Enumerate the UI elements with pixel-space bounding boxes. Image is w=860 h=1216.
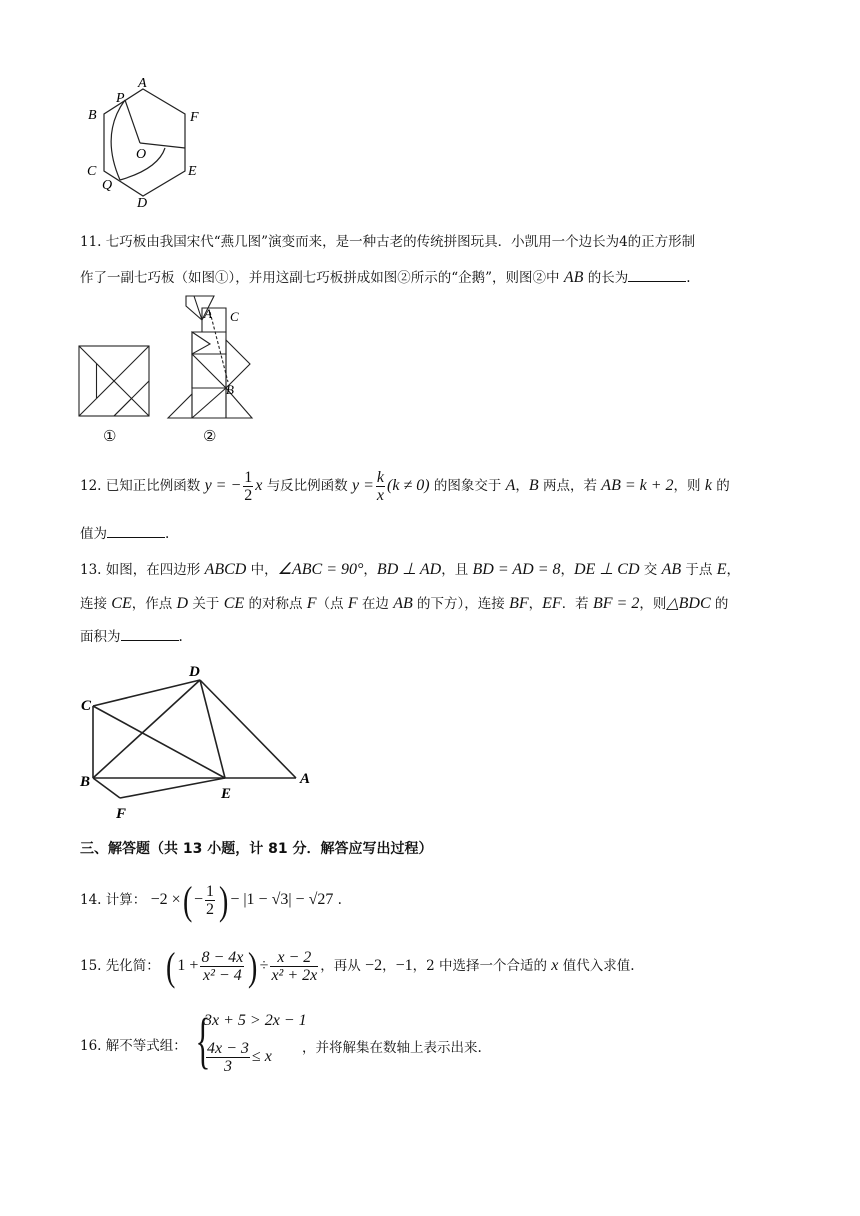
q13-fig-label-F: F — [116, 806, 127, 822]
q13-math: DE ⊥ CD — [574, 561, 640, 578]
label-A: A — [138, 76, 147, 91]
q13-number: 13. — [80, 562, 102, 578]
q15-fraction-2 — [270, 949, 318, 984]
label-P: P — [116, 91, 125, 106]
q16-brace: { — [195, 1007, 211, 1075]
q16-inequality-2 — [204, 1040, 272, 1075]
fig2-label-B: B — [226, 382, 234, 397]
q13-text: 在边 — [357, 596, 394, 612]
q15-fraction-1 — [200, 949, 244, 984]
label-Q: Q — [102, 178, 113, 193]
q13-fig-label-D: D — [189, 664, 200, 680]
q13-math: BD ⊥ AD — [376, 561, 442, 578]
q12-answer-blank[interactable] — [107, 523, 165, 538]
q13-text: 于点 — [681, 562, 717, 578]
q14-fraction-half — [205, 883, 215, 918]
q15-lead: 先化简： — [105, 958, 160, 974]
q11-line2 — [80, 267, 691, 288]
q14-num: 1 — [205, 883, 214, 900]
q12-comma: ， — [515, 478, 529, 494]
q11-period: . — [686, 270, 691, 286]
tangram-figure-1 — [78, 345, 152, 419]
q16-label — [80, 1036, 187, 1056]
q16-lead: 解不等式组： — [105, 1038, 187, 1054]
fig2-label-A: A — [204, 306, 212, 321]
q13-fig-label-E: E — [221, 786, 232, 802]
q13-math: EF — [542, 595, 562, 612]
q12-line1 — [80, 460, 730, 512]
q13-math: ABCD — [204, 561, 247, 578]
q13-math: BF — [509, 595, 529, 612]
q11-text1: 七巧板由我国宋代“燕几图”演变而来，是一种古老的传统拼图玩具．小凯用一个边长为4的正方形制 — [105, 234, 696, 250]
q12-f1-x: x — [255, 477, 263, 494]
q12-text2: 与反比例函数 — [266, 478, 348, 494]
label-O: O — [136, 147, 147, 162]
q13-text: ，则 — [639, 596, 667, 612]
q14-neg: − — [193, 891, 203, 908]
q12-text5: ，则 — [673, 478, 701, 494]
tangram-figure-2 — [166, 292, 258, 422]
q14-lead: 计算： — [105, 892, 147, 908]
q13-text: ， — [726, 562, 741, 578]
q12-text3: 的图象交于 — [433, 478, 502, 494]
q12-period: . — [165, 526, 170, 542]
q13-math: D — [176, 595, 189, 612]
q13-text: 连接 — [80, 596, 112, 612]
q12-eq: AB = k + 2 — [601, 477, 674, 494]
q12-f1-lhs: y = − — [204, 477, 242, 494]
q15-f2-num: x − 2 — [277, 949, 312, 966]
q11-text2a: 作了一副七巧板（如图①），并用这副七巧板拼成如图②所示的“企鹅”，则图②中 — [80, 270, 560, 286]
q13-line3-text: 面积为 — [80, 629, 121, 645]
q11-var-ab: AB — [563, 269, 584, 286]
q13-math: E — [716, 561, 727, 578]
q14-left-paren: ( — [182, 877, 192, 923]
q13-text: 的 — [710, 596, 729, 612]
q16-inequality-1: 3x + 5 > 2x − 1 — [204, 1012, 307, 1029]
q16-tail: ，并将解集在数轴上表示出来. — [302, 1040, 482, 1056]
q15-one-plus: 1 + — [177, 957, 199, 974]
q13-period: . — [178, 629, 183, 645]
q15-left-paren: ( — [166, 943, 176, 989]
q14-den: 2 — [205, 901, 214, 918]
q12-line2-text: 值为 — [80, 526, 107, 542]
q13-text: 的下方），连接 — [412, 596, 510, 612]
q13-answer-blank[interactable] — [121, 626, 179, 641]
q13-math: △BDC — [666, 595, 711, 612]
q15-tail1: ，再从 — [320, 958, 361, 974]
q12-point-b: B — [528, 477, 539, 494]
q12-f1-den: 2 — [244, 487, 253, 504]
q15-line — [80, 940, 635, 992]
hexagon-figure — [80, 76, 210, 211]
label-F: F — [190, 110, 199, 125]
q13-text: ， — [363, 562, 377, 578]
q14-line — [80, 875, 342, 925]
tangram-caption-1: ① — [103, 427, 117, 445]
q12-line2 — [80, 523, 169, 544]
q14-end: . — [337, 892, 342, 908]
q15-right-paren: ) — [248, 943, 258, 989]
fig2-label-C: C — [230, 309, 239, 324]
q13-text: ， — [528, 596, 543, 612]
q15-sep1: ， — [382, 958, 396, 974]
q15-x: x — [551, 957, 559, 974]
q13-text: ，且 — [441, 562, 473, 578]
q14-part2: − |1 − √3| − √27 — [230, 891, 334, 908]
q15-sep2: ，2 中选择一个合适的 — [412, 958, 547, 974]
q12-f2-den: x — [376, 487, 384, 504]
q12-text1: 已知正比例函数 — [105, 478, 201, 494]
q12-f2-cond: (k ≠ 0) — [387, 477, 430, 494]
q12-f2-num: k — [376, 469, 384, 486]
q13-math: AB — [661, 561, 682, 578]
q12-text6: 的 — [716, 478, 730, 494]
q12-f2-lhs: y = — [351, 477, 374, 494]
q15-number: 15. — [80, 958, 102, 974]
q16-ineq2-rhs: ≤ x — [251, 1048, 272, 1065]
q13-math: CE — [223, 595, 245, 612]
q14-right-paren: ) — [218, 877, 229, 923]
q13-line1-text — [106, 562, 740, 578]
q13-text: ，作点 — [131, 596, 177, 612]
q13-text: ， — [560, 562, 574, 578]
q15-f2-den: x² + 2x — [271, 967, 318, 984]
q13-text: 如图，在四边形 — [105, 562, 205, 578]
q16-fraction — [206, 1040, 250, 1075]
q13-fig-label-C: C — [81, 698, 92, 714]
q15-tail2: 值代入求值. — [562, 958, 635, 974]
q13-math: F — [306, 595, 317, 612]
q16-ineq2-num: 4x − 3 — [207, 1040, 249, 1057]
q13-math: BF = 2 — [592, 595, 640, 612]
q13-line1 — [80, 560, 740, 580]
q12-k: k — [704, 477, 712, 494]
q13-text: ．若 — [561, 596, 593, 612]
q13-math: ∠ABC = 90° — [277, 561, 364, 578]
q13-math: BD = AD = 8 — [472, 561, 561, 578]
label-B: B — [88, 108, 97, 123]
q13-text: （点 — [316, 596, 348, 612]
section-3-title: 三、解答题（共 13 小题，计 81 分．解答应写出过程） — [80, 841, 433, 857]
q13-line3 — [80, 626, 183, 647]
q15-v1: −2 — [365, 957, 383, 974]
q12-fraction-half — [243, 469, 253, 504]
tangram-caption-2: ② — [203, 427, 217, 445]
q13-text: 中， — [246, 562, 278, 578]
quadrilateral-figure — [76, 658, 326, 826]
q15-f1-den: x² − 4 — [200, 966, 244, 984]
q15-v2: −1 — [395, 957, 413, 974]
q15-f1-num: 8 − 4x — [201, 949, 244, 966]
q13-text: 交 — [639, 562, 662, 578]
q11-line1 — [80, 232, 695, 252]
q12-text4: 两点，若 — [543, 478, 597, 494]
q11-text2b: 的长为 — [587, 270, 629, 286]
q11-number: 11. — [80, 234, 102, 250]
q14-part1: −2 × — [150, 891, 181, 908]
label-C: C — [87, 164, 97, 179]
q12-point-a: A — [505, 477, 516, 494]
q14-number: 14. — [80, 892, 102, 908]
q13-math: CE — [111, 595, 132, 612]
q13-text: 关于 — [188, 596, 224, 612]
q13-line2 — [80, 594, 728, 614]
q12-fraction-k-over-x — [376, 469, 385, 504]
q16-number: 16. — [80, 1038, 102, 1054]
label-E: E — [188, 164, 197, 179]
q13-line2-text — [80, 596, 728, 612]
q13-math: AB — [393, 595, 413, 612]
q16-ineq2-den: 3 — [206, 1057, 250, 1075]
q15-div: ÷ — [259, 957, 269, 974]
q13-text: 的对称点 — [244, 596, 307, 612]
q11-answer-blank[interactable] — [628, 267, 686, 282]
q13-fig-label-B: B — [80, 774, 91, 790]
q13-fig-label-A: A — [300, 771, 311, 787]
q12-f1-num: 1 — [244, 469, 253, 486]
q13-math: F — [347, 595, 358, 612]
label-D: D — [137, 196, 148, 211]
q12-number: 12. — [80, 478, 102, 494]
